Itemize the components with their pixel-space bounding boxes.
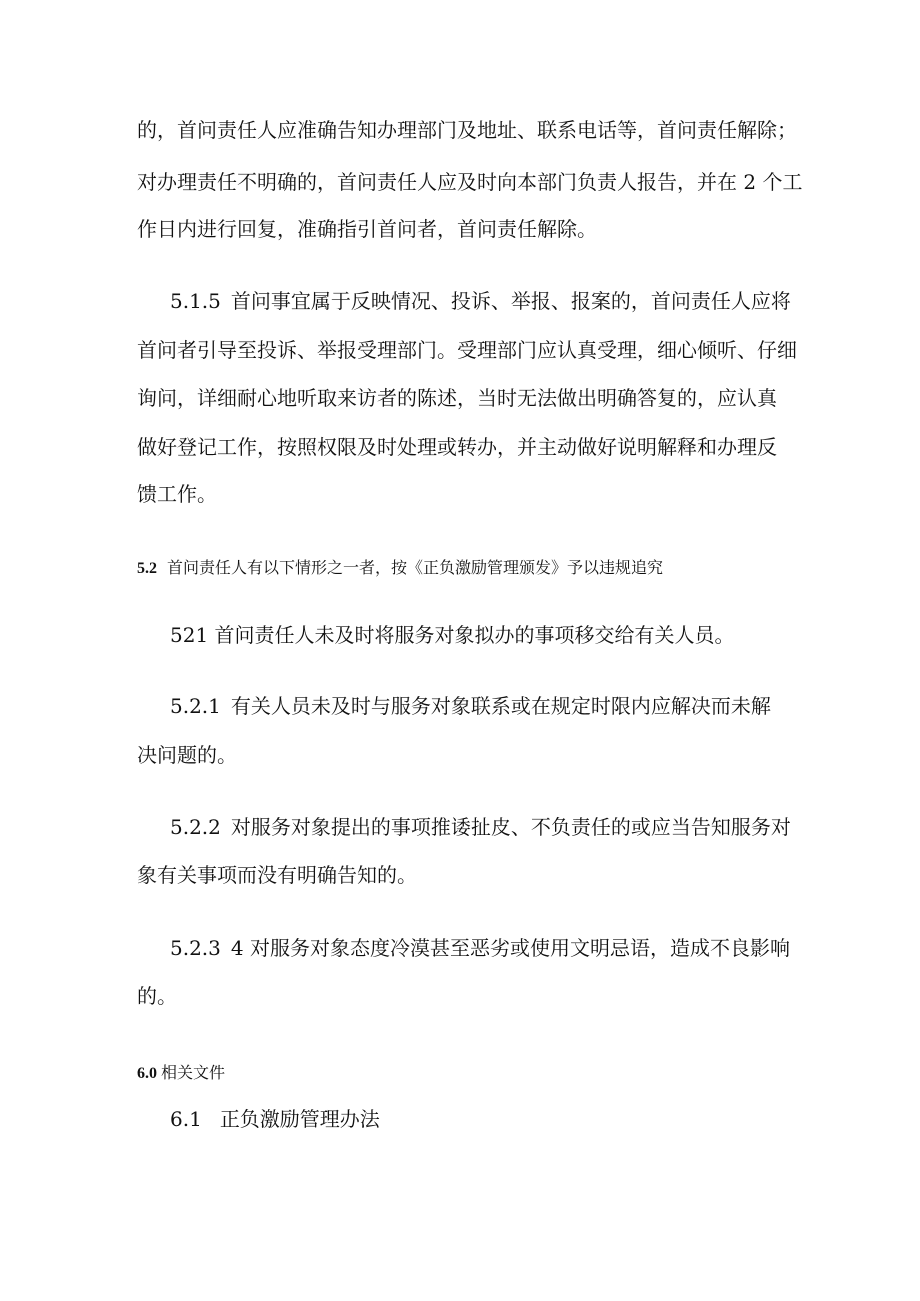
- section-number: 5.2: [137, 560, 157, 577]
- paragraph-5-1-4-line-3: 作日内进行回复，准确指引首问者，首问责任解除。: [137, 217, 597, 241]
- paragraph-5-1-5-line-2: 首问者引导至投诉、举报受理部门。受理部门应认真受理，细心倾听、仔细: [137, 338, 797, 362]
- clause-text: 对服务对象提出的事项推诿扯皮、不负责任的或应当告知服务对: [230, 815, 791, 839]
- clause-number: 5.1.5: [170, 289, 221, 313]
- section-heading-6-0: [137, 1063, 225, 1084]
- paragraph-5-2-3-line-2: 的。: [137, 984, 177, 1008]
- paragraph-5-1-5-line-4: 做好登记工作，按照权限及时处理或转办，并主动做好说明解释和办理反: [137, 435, 777, 459]
- paragraph-6-1: [170, 1107, 380, 1131]
- paragraph-5-2-1-line-1: [170, 694, 771, 718]
- section-number: 6.0: [137, 1065, 157, 1082]
- paragraph-5-2-3-line-1: [170, 936, 790, 960]
- clause-text: 正负激励管理办法: [219, 1107, 380, 1131]
- clause-number: 6.1: [170, 1107, 202, 1131]
- paragraph-5-1-5-line-1: [170, 289, 791, 313]
- clause-text: 4 对服务对象态度冷漠甚至恶劣或使用文明忌语，造成不良影响: [230, 936, 790, 960]
- clause-number: 5.2.1: [170, 694, 221, 718]
- paragraph-5-1-4-line-2: 对办理责任不明确的，首问责任人应及时向本部门负责人报告，并在 2 个工: [137, 170, 803, 194]
- clause-number: 5.2.2: [170, 815, 221, 839]
- paragraph-5-1-4-line-1: 的，首问责任人应准确告知办理部门及地址、联系电话等，首问责任解除；: [137, 118, 797, 142]
- paragraph-5-2-1-line-2: 决问题的。: [137, 743, 237, 767]
- paragraph-5-1-5-line-3: 询问，详细耐心地听取来访者的陈述，当时无法做出明确答复的，应认真: [137, 386, 777, 410]
- section-title: 相关文件: [161, 1063, 226, 1082]
- section-heading-5-2: [137, 558, 663, 579]
- clause-text: 有关人员未及时与服务对象联系或在规定时限内应解决而未解: [230, 694, 771, 718]
- clause-number: 5.2.3: [170, 936, 221, 960]
- paragraph-521: 521 首问责任人未及时将服务对象拟办的事项移交给有关人员。: [170, 623, 735, 647]
- section-title: 首问责任人有以下情形之一者，按《正负激励管理颁发》予以违规追究: [167, 558, 664, 577]
- paragraph-5-2-2-line-2: 象有关事项而没有明确告知的。: [137, 863, 417, 887]
- paragraph-5-2-2-line-1: [170, 815, 791, 839]
- clause-text: 首问事宜属于反映情况、投诉、举报、报案的，首问责任人应将: [230, 289, 791, 313]
- paragraph-5-1-5-line-5: 馈工作。: [137, 482, 217, 506]
